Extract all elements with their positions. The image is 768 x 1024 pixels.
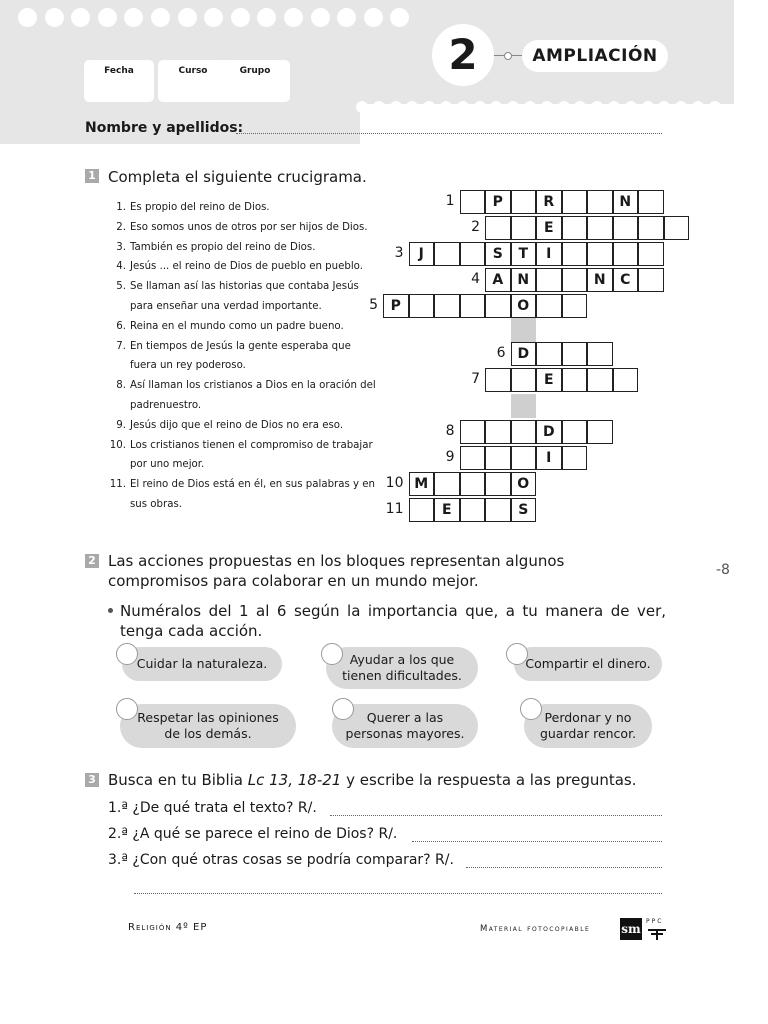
footer-note: Material fotocopiable: [480, 924, 591, 934]
action-text: Respetar las opiniones de los demás.: [137, 710, 279, 741]
crossword-cell[interactable]: [460, 294, 486, 318]
rank-circle[interactable]: [520, 698, 542, 720]
bullet: [108, 608, 113, 613]
crossword-cell[interactable]: D: [511, 342, 537, 366]
crossword-cell[interactable]: P: [383, 294, 409, 318]
crossword-cell[interactable]: E: [434, 498, 460, 522]
crossword-cell[interactable]: [434, 294, 460, 318]
action-block: [326, 647, 478, 689]
section-2-instruction: Numéralos del 1 al 6 según la importancia que, a tu manera de ver, tenga cada acción.: [120, 602, 666, 640]
crossword-cell[interactable]: [587, 216, 613, 240]
crossword-cell[interactable]: [562, 268, 588, 292]
clue-4: 4.Jesús ... el reino de Dios de pueblo en pueblo.: [116, 261, 363, 273]
section-1-title: Completa el siguiente crucigrama.: [108, 168, 367, 186]
crossword-cell[interactable]: [613, 216, 639, 240]
section-1-number: 1: [85, 169, 99, 183]
crossword-cell[interactable]: [485, 446, 511, 470]
crossword-clue-number: 3: [394, 245, 404, 261]
margin-mark: -8: [716, 562, 730, 578]
crossword-clue-number: 10: [385, 475, 404, 491]
crossword-cell[interactable]: [434, 472, 460, 496]
unit-label: AMPLIACIÓN: [522, 40, 668, 72]
clue-10: 10.Los cristianos tienen el compromiso de trabajar por uno mejor.: [109, 439, 373, 471]
logo-mark: sm: [620, 918, 642, 940]
action-text: Ayudar a los que tienen dificultades.: [342, 652, 462, 683]
answer-2-field[interactable]: [412, 841, 662, 842]
crossword-clue-number: 1: [445, 193, 455, 209]
crossword-cell[interactable]: E: [536, 368, 562, 392]
crossword-cell[interactable]: [562, 190, 588, 214]
clue-5: 5.Se llaman así las historias que contaba Jesús para enseñar una verdad importante.: [116, 281, 359, 312]
crossword-shaded-cell: [511, 318, 537, 342]
crossword-cell[interactable]: [638, 190, 664, 214]
crossword-cell[interactable]: D: [536, 420, 562, 444]
crossword-cell[interactable]: [562, 242, 588, 266]
rank-circle[interactable]: [506, 643, 528, 665]
crossword-cell[interactable]: C: [613, 268, 639, 292]
action-text: Perdonar y no guardar rencor.: [539, 710, 637, 741]
rank-circle[interactable]: [116, 643, 138, 665]
crossword-cell[interactable]: [613, 368, 639, 392]
crossword-cell[interactable]: O: [511, 472, 537, 496]
crossword-cell[interactable]: T: [511, 242, 537, 266]
crossword-cell[interactable]: [409, 294, 435, 318]
crossword-cell[interactable]: N: [613, 190, 639, 214]
unit-number: 2: [432, 24, 494, 86]
crossword-cell[interactable]: S: [485, 242, 511, 266]
action-block: [332, 704, 478, 748]
crossword-shaded-cell: [511, 394, 537, 418]
crossword-cell[interactable]: [562, 216, 588, 240]
crossword-clue-number: 4: [471, 271, 480, 287]
question-3: 3.ª ¿Con qué otras cosas se podría comparar? R/.: [108, 852, 454, 868]
crossword-cell[interactable]: [460, 420, 486, 444]
crossword-cell[interactable]: [536, 294, 562, 318]
answer-extra-field[interactable]: [134, 893, 662, 894]
crossword-cell[interactable]: [511, 446, 537, 470]
date-box[interactable]: [84, 60, 154, 102]
crossword-cell[interactable]: S: [511, 498, 537, 522]
crossword-cell[interactable]: O: [511, 294, 537, 318]
crossword-cell[interactable]: [460, 472, 486, 496]
action-text: Cuidar la naturaleza.: [136, 656, 268, 671]
page-margin: [734, 0, 768, 144]
crossword-cell[interactable]: R: [536, 190, 562, 214]
crossword-cell[interactable]: [587, 420, 613, 444]
action-text: Querer a las personas mayores.: [345, 710, 465, 741]
clue-3: 3.También es propio del reino de Dios.: [116, 241, 316, 253]
crossword-cell[interactable]: [460, 190, 486, 214]
crossword-cell[interactable]: [587, 342, 613, 366]
crossword-cell[interactable]: [638, 268, 664, 292]
crossword-cell[interactable]: E: [536, 216, 562, 240]
crossword-cell[interactable]: [562, 368, 588, 392]
crossword-cell[interactable]: [638, 216, 664, 240]
logo-figure-icon: [646, 926, 668, 940]
crossword-cell[interactable]: I: [536, 242, 562, 266]
crossword-cell[interactable]: [587, 368, 613, 392]
crossword-cell[interactable]: [460, 242, 486, 266]
clue-1: 1.Es propio del reino de Dios.: [116, 202, 270, 213]
connector-dot: [504, 52, 512, 60]
crossword-cell[interactable]: [485, 368, 511, 392]
clue-2: 2.Eso somos unos de otros por ser hijos de Dios.: [116, 221, 368, 233]
course-box[interactable]: [158, 60, 228, 102]
crossword-cell[interactable]: [511, 368, 537, 392]
crossword-cell[interactable]: [536, 342, 562, 366]
crossword-cell[interactable]: [511, 216, 537, 240]
decorative-dots-bottom: [356, 101, 721, 113]
section-2-number: 2: [85, 554, 99, 568]
crossword-cell[interactable]: [485, 420, 511, 444]
crossword-cell[interactable]: J: [409, 242, 435, 266]
crossword-cell[interactable]: N: [587, 268, 613, 292]
name-field[interactable]: [236, 133, 662, 134]
crossword-cell[interactable]: [562, 342, 588, 366]
crossword-cell[interactable]: [511, 190, 537, 214]
clue-7: 7.En tiempos de Jesús la gente esperaba que fuera un rey poderoso.: [116, 340, 351, 372]
crossword-clue-number: 11: [385, 501, 404, 517]
group-label: Grupo: [239, 66, 271, 76]
crossword-cell[interactable]: I: [536, 446, 562, 470]
answer-1-field[interactable]: [330, 815, 662, 816]
section-3-number: 3: [85, 773, 99, 787]
crossword-cell[interactable]: [536, 268, 562, 292]
crossword-cell[interactable]: [664, 216, 690, 240]
rank-circle[interactable]: [332, 698, 354, 720]
crossword-cell[interactable]: [485, 472, 511, 496]
crossword-clue-number: 8: [445, 423, 455, 439]
crossword-cell[interactable]: [587, 242, 613, 266]
crossword-cell[interactable]: [511, 420, 537, 444]
course-label: Curso: [178, 66, 208, 76]
name-label: Nombre y apellidos:: [85, 120, 244, 136]
footer-subject: Religión 4º EP: [128, 922, 208, 933]
group-box[interactable]: [220, 60, 290, 102]
crossword-cell[interactable]: M: [409, 472, 435, 496]
crossword-clue-number: 6: [496, 345, 506, 361]
crossword-cell[interactable]: [485, 498, 511, 522]
crossword-cell[interactable]: [562, 294, 588, 318]
decorative-dots-top: [18, 8, 409, 27]
crossword-cell[interactable]: [587, 190, 613, 214]
crossword-cell[interactable]: [460, 498, 486, 522]
question-1: 1.ª ¿De qué trata el texto? R/.: [108, 800, 317, 816]
rank-circle[interactable]: [116, 698, 138, 720]
clue-list: [108, 198, 380, 515]
crossword-clue-number: 2: [471, 219, 480, 235]
date-label: Fecha: [104, 66, 134, 76]
action-block: [120, 704, 296, 748]
rank-circle[interactable]: [321, 643, 343, 665]
crossword-clue-number: 9: [445, 449, 455, 465]
crossword-clue-number: 7: [471, 371, 480, 387]
crossword-cell[interactable]: [434, 242, 460, 266]
crossword-cell[interactable]: [409, 498, 435, 522]
crossword-cell[interactable]: P: [485, 190, 511, 214]
crossword-cell[interactable]: [460, 446, 486, 470]
answer-3-field[interactable]: [466, 867, 662, 868]
crossword-cell[interactable]: N: [511, 268, 537, 292]
logo-small-text: PPC: [646, 918, 664, 925]
action-text: Compartir el dinero.: [525, 656, 651, 671]
crossword-cell[interactable]: [562, 420, 588, 444]
publisher-logo: [620, 918, 668, 940]
crossword-cell[interactable]: [562, 446, 588, 470]
crossword-cell[interactable]: [613, 242, 639, 266]
crossword-cell[interactable]: [485, 216, 511, 240]
action-block: [524, 704, 652, 748]
clue-9: 9.Jesús dijo que el reino de Dios no era eso.: [116, 419, 344, 431]
clue-11: 11.El reino de Dios está en él, en sus palabras y en sus obras.: [109, 479, 376, 510]
section-3-title: Busca en tu Biblia Lc 13, 18-21 y escribe la respuesta a las preguntas.: [108, 771, 637, 789]
bible-reference: Lc 13, 18-21: [247, 771, 342, 789]
action-block: [122, 647, 282, 681]
clue-6: 6.Reina en el mundo como un padre bueno.: [116, 320, 344, 332]
crossword-cell[interactable]: A: [485, 268, 511, 292]
crossword-cell[interactable]: [638, 242, 664, 266]
crossword-clue-number: 5: [369, 297, 378, 313]
question-2: 2.ª ¿A qué se parece el reino de Dios? R/.: [108, 826, 398, 842]
action-block: [514, 647, 662, 681]
clue-8: 8.Así llaman los cristianos a Dios en la oración del padrenuestro.: [116, 380, 376, 411]
crossword-cell[interactable]: [485, 294, 511, 318]
section-2-title: Las acciones propuestas en los bloques representan algunos compromisos para colaborar en un mundo mejor.: [108, 552, 565, 590]
